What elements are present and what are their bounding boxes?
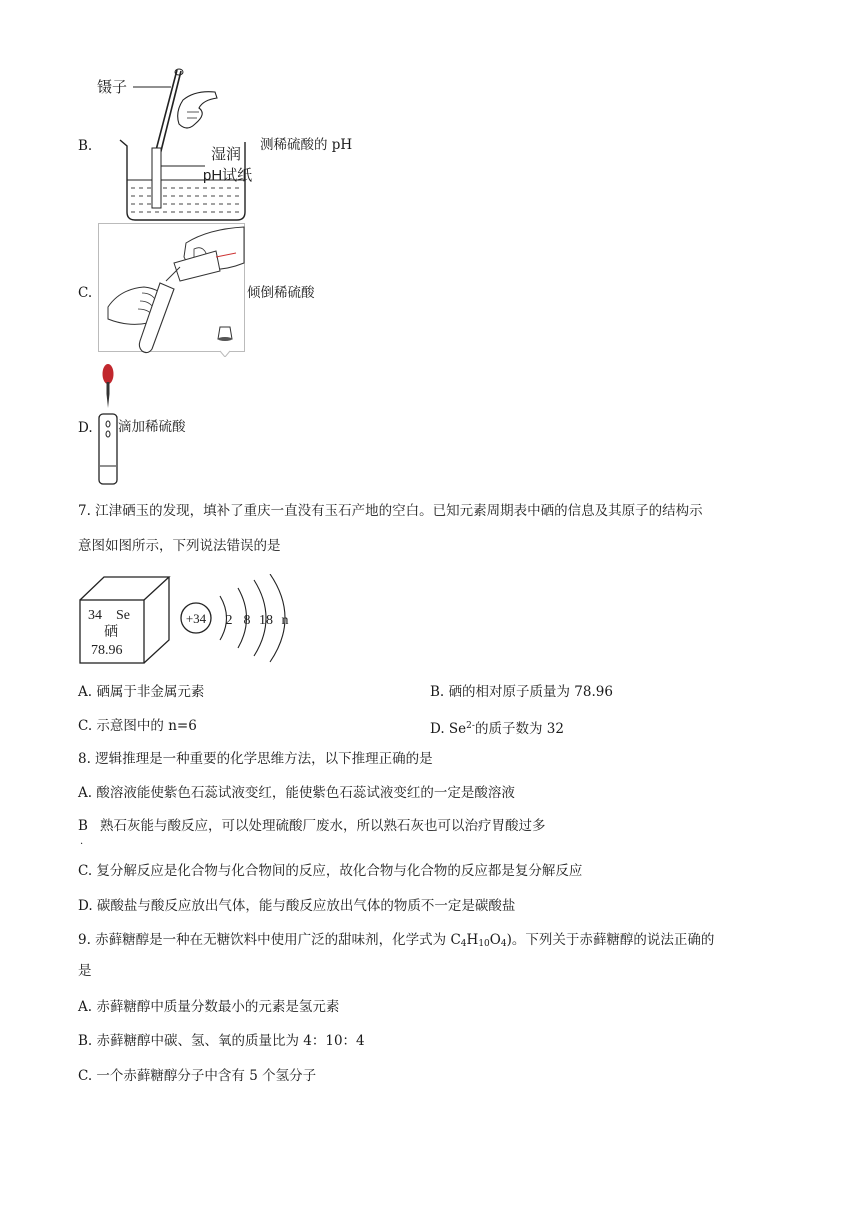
ph-test-figure	[95, 62, 265, 227]
element-symbol: Se	[116, 608, 130, 623]
tweezers-label: 镊子	[97, 79, 128, 96]
option-c-caption: 倾倒稀硫酸	[247, 285, 315, 301]
q9-option-b: B. 赤藓糖醇中碳、氢、氧的质量比为 4：10：4	[78, 1033, 365, 1049]
q7-option-c: C. 示意图中的 n=6	[78, 718, 197, 734]
ph-paper-label: pH试纸	[203, 167, 253, 184]
shell-3-count: 18	[259, 613, 273, 628]
q8-stem: 8. 逻辑推理是一种重要的化学思维方法，以下推理正确的是	[78, 751, 433, 767]
element-mass: 78.96	[91, 643, 123, 658]
element-name: 硒	[104, 625, 118, 640]
q8-option-c: C. 复分解反应是化合物与化合物间的反应，故化合物与化合物的反应都是复分解反应	[78, 863, 583, 879]
q8-option-d: D. 碳酸盐与酸反应放出气体，能与酸反应放出气体的物质不一定是碳酸盐	[78, 898, 516, 914]
q7-option-d: D. $Se^{2-}$的质子数为 32	[430, 721, 564, 737]
option-d-caption: 滴加稀硫酸	[118, 419, 186, 435]
option-b-caption: 测稀硫酸的 pH	[260, 137, 353, 153]
q7-option-b: B. 硒的相对原子质量为 78.96	[430, 684, 613, 700]
shell-2-count: 8	[243, 613, 251, 628]
option-d-letter: D.	[78, 420, 93, 436]
q9-stem-line2: 是	[78, 963, 92, 979]
q7-stem-line2: 意图如图所示，下列说法错误的是	[78, 538, 281, 554]
element-number: 34	[88, 608, 102, 623]
dropper-figure	[96, 362, 120, 488]
selenium-info-figure	[78, 574, 298, 666]
q8-option-b-dot: .	[80, 836, 84, 847]
shell-4-count: n	[281, 613, 289, 628]
q9-stem-line1: 9. 赤藓糖醇是一种在无糖饮料中使用广泛的甜味剂，化学式为 $C_4H_{10}O_4$)。下列关于赤藓糖醇的说法正确的	[78, 932, 715, 949]
option-b-letter: B.	[78, 138, 93, 154]
q7-option-a: A. 硒属于非金属元素	[78, 684, 205, 700]
wet-label: 湿润	[211, 146, 242, 163]
q8-option-b: 熟石灰能与酸反应，可以处理硫酸厂废水，所以熟石灰也可以治疗胃酸过多	[100, 818, 546, 834]
q8-option-b-letter: B	[78, 818, 88, 834]
pouring-figure	[98, 223, 246, 357]
shell-1-count: 2	[225, 613, 233, 628]
q8-option-a: A. 酸溶液能使紫色石蕊试液变红，能使紫色石蕊试液变红的一定是酸溶液	[78, 785, 515, 801]
option-c-letter: C.	[78, 285, 93, 301]
q9-option-a: A. 赤藓糖醇中质量分数最小的元素是氢元素	[78, 999, 340, 1015]
q7-stem-line1: 7. 江津硒玉的发现，填补了重庆一直没有玉石产地的空白。已知元素周期表中硒的信息及其原子的结构示	[78, 503, 703, 519]
nucleus-charge: +34	[185, 611, 207, 626]
q9-option-c: C. 一个赤藓糖醇分子中含有 5 个氢分子	[78, 1068, 317, 1084]
